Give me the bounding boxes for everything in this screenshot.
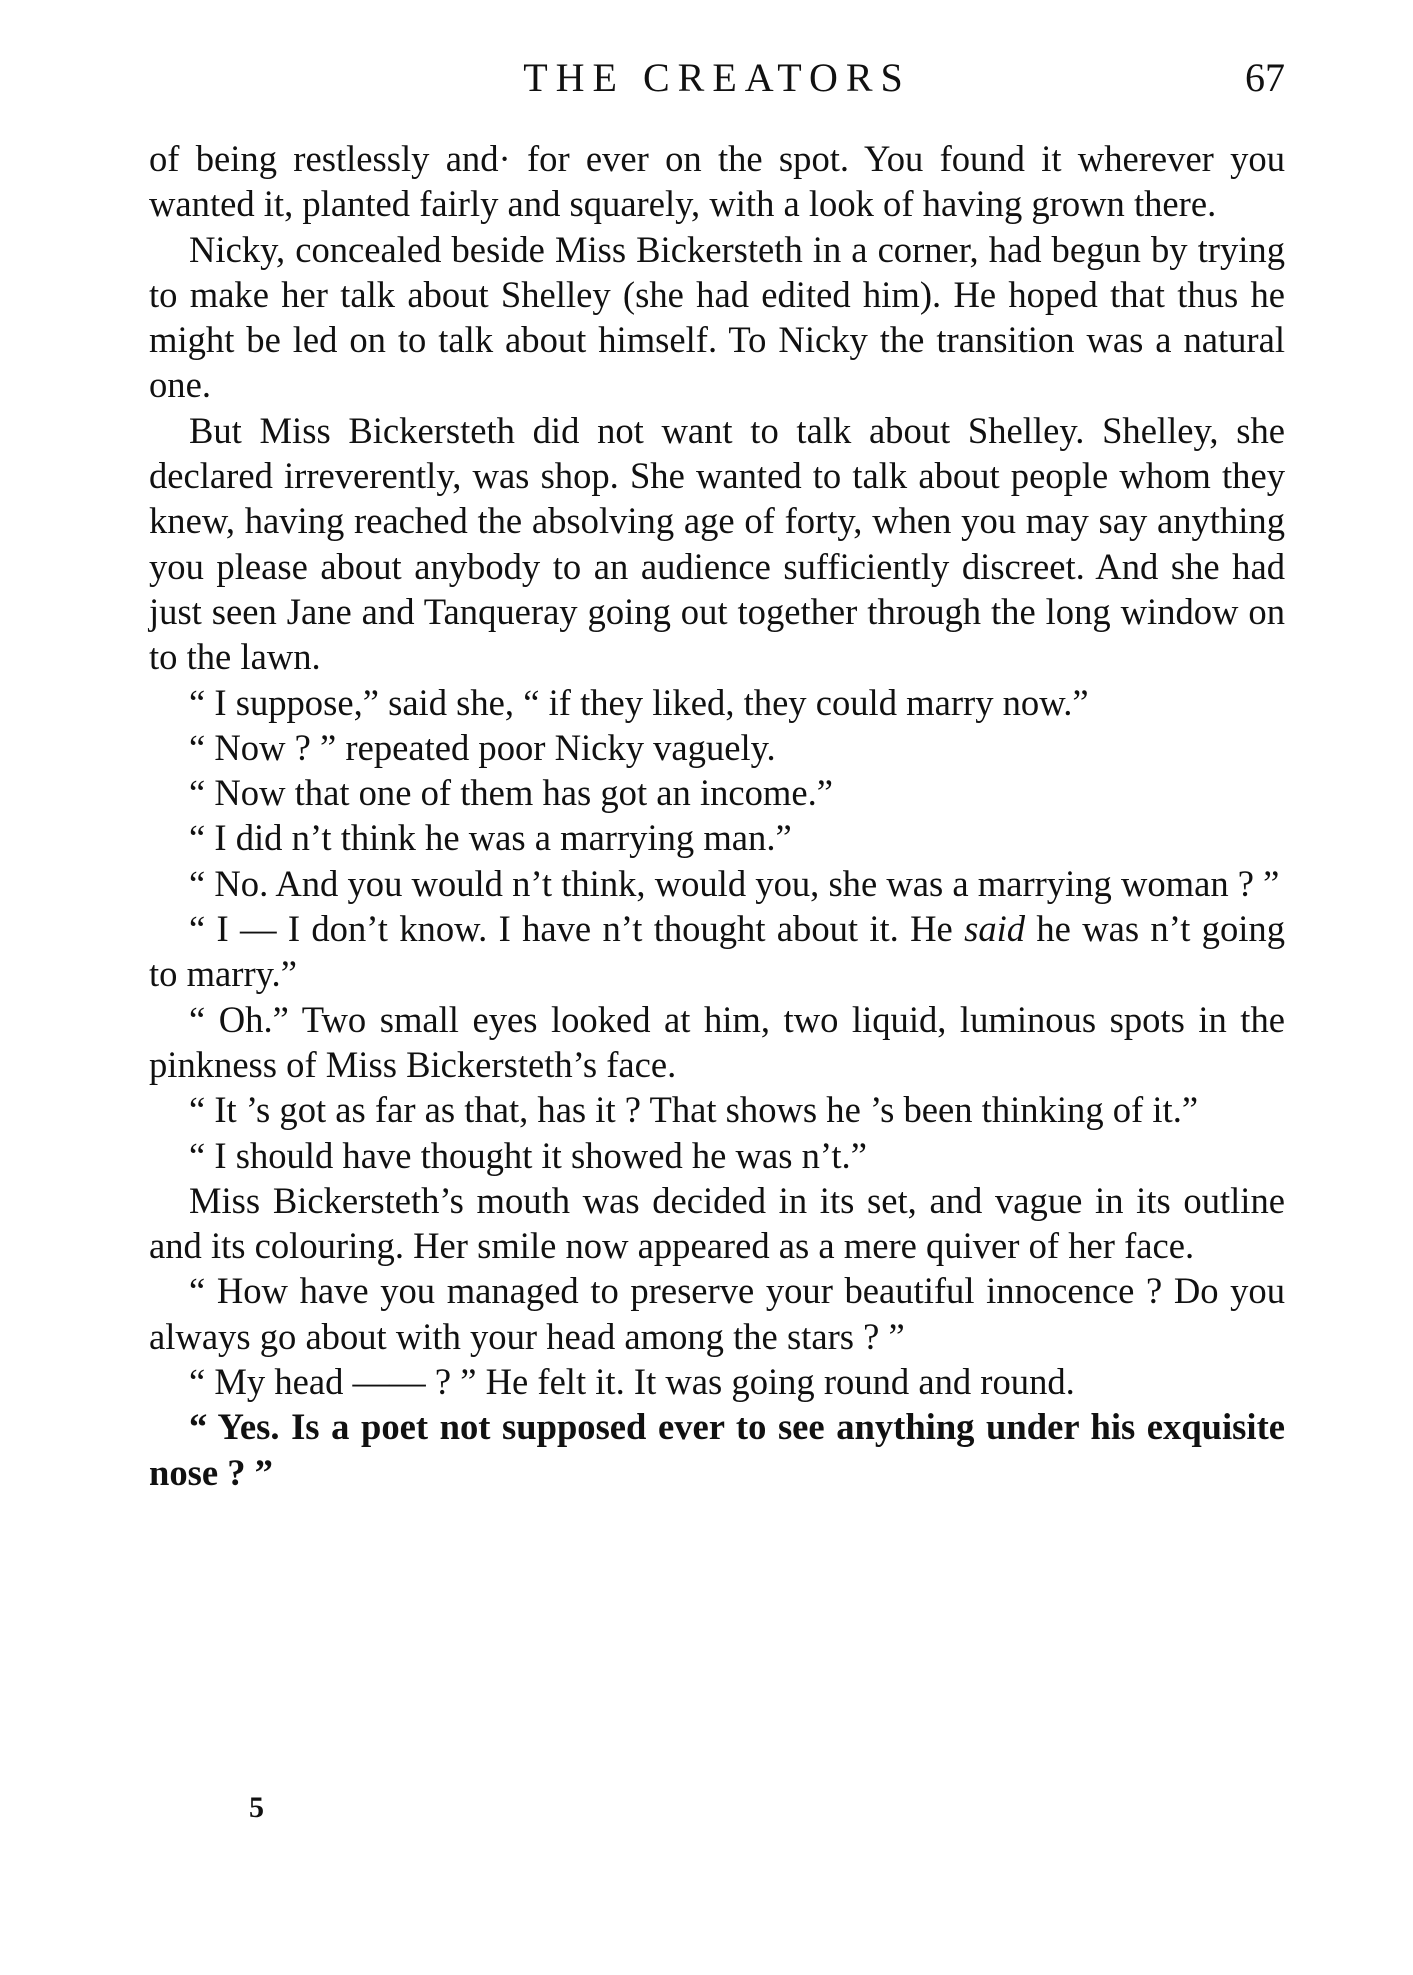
paragraph-segment: “ I — I don’t know. I have n’t thought about it. He: [189, 908, 965, 950]
dialogue-paragraph: “ Yes. Is a poet not supposed ever to see anything under his exquisite nose ? ”: [149, 1406, 1285, 1493]
dialogue-paragraph: “ How have you managed to preserve your beautiful innocence ? Do you always go about with your head among the stars ? ”: [149, 1270, 1285, 1357]
paragraph: Miss Bickersteth’s mouth was decided in its set, and vague in its outline and its colouring. Her smile now appeared as a mere quiver of her face.: [149, 1179, 1285, 1267]
dialogue-paragraph: “ I did n’t think he was a marrying man.”: [189, 817, 792, 859]
paragraph: Nicky, concealed beside Miss Bickersteth in a corner, had begun by trying to make her talk about Shelley (she had edited him). He hoped that thus he might be led on to talk about himself. To Nicky the transition was a natural one.: [149, 228, 1285, 406]
dialogue-paragraph: “ It ’s got as far as that, has it ? That shows he ’s been thinking of it.”: [189, 1089, 1199, 1131]
dialogue-paragraph: “ Oh.” Two small eyes looked at him, two liquid, luminous spots in the pinkness of Miss Bickersteth’s face.: [149, 998, 1285, 1085]
signature-mark: 5: [249, 1791, 264, 1824]
page-number: 67: [1245, 55, 1285, 100]
paragraph-segment: he was n’t going to marry.”: [149, 908, 1285, 995]
running-title: THE CREATORS: [523, 55, 911, 100]
dialogue-paragraph: “ I suppose,” said she, “ if they liked, they could marry now.”: [189, 681, 1089, 723]
dialogue-paragraph: [149, 906, 1285, 997]
paragraph: of being restlessly and· for ever on the spot. You found it wherever you wanted it, planted fairly and squarely, with a look of having grown there.: [149, 138, 1285, 225]
paragraph: But Miss Bickersteth did not want to talk about Shelley. Shelley, she declared irreverently, was shop. She wanted to talk about people whom they knew, having reached the absolving age of forty, when you may say anything you please about anybody to an audience sufficiently discreet. And she had just seen Jane and Tanqueray going out together through the long window on to the lawn.: [149, 409, 1285, 678]
dialogue-paragraph: “ My head —— ? ” He felt it. It was going round and round.: [189, 1361, 1075, 1403]
dialogue-paragraph: “ Now that one of them has got an income.”: [189, 772, 833, 814]
running-head: [149, 50, 1285, 106]
dialogue-paragraph: “ I should have thought it showed he was n’t.”: [189, 1134, 867, 1176]
dialogue-paragraph: “ No. And you would n’t think, would you, she was a marrying woman ? ”: [189, 862, 1280, 904]
dialogue-paragraph: “ Now ? ” repeated poor Nicky vaguely.: [189, 726, 776, 768]
italic-word: said: [964, 908, 1026, 950]
body-text: [149, 136, 1285, 1495]
